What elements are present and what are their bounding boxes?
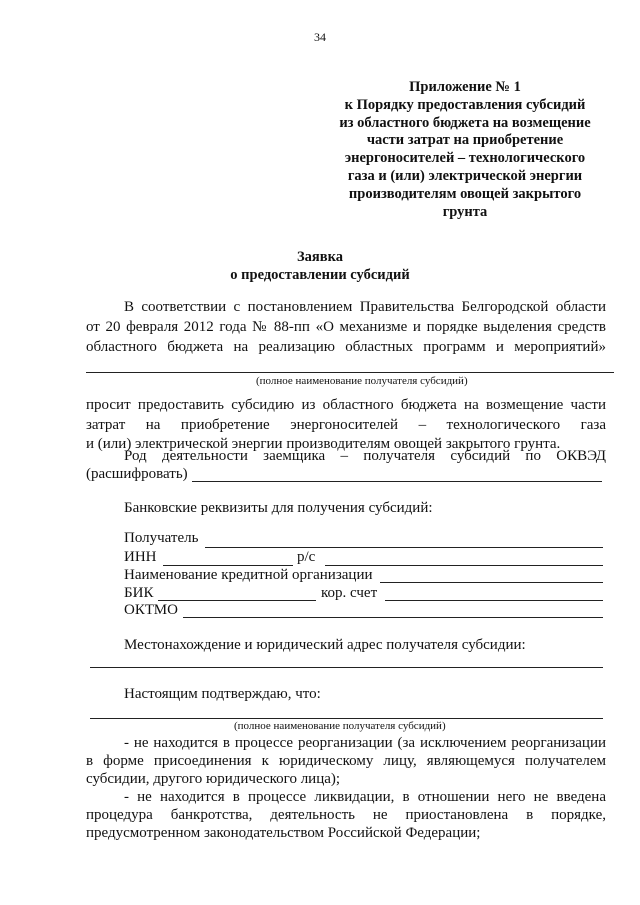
confirm-label: Настоящим подтверждаю, что: xyxy=(124,686,321,702)
account-field[interactable] xyxy=(325,565,603,566)
recipient-caption-2: (полное наименование получателя субсидий) xyxy=(234,720,446,732)
credit-org-label: Наименование кредитной организации xyxy=(124,567,373,583)
condition-line: субсидии, другого юридического лица); xyxy=(86,771,341,787)
recipient-caption: (полное наименование получателя субсидий) xyxy=(256,375,468,387)
location-field[interactable] xyxy=(90,667,603,668)
appendix-line: части затрат на приобретение xyxy=(366,132,564,149)
appendix-line: из областного бюджета на возмещение xyxy=(339,114,591,131)
recipient-name-field[interactable] xyxy=(86,372,614,373)
intro-line: В соответствии с постановлением Правительства Белгородской области xyxy=(124,299,606,315)
corr-account-label: кор. счет xyxy=(321,585,378,601)
condition-line: в форме присоединения к юридическому лицу, являющемуся получателем xyxy=(86,753,606,769)
account-label: р/с xyxy=(297,549,316,565)
condition-line: предусмотренном законодательством Российской Федерации; xyxy=(86,825,481,841)
appendix-line: грунта xyxy=(442,203,488,220)
credit-org-field[interactable] xyxy=(380,582,603,583)
okved-field[interactable] xyxy=(192,481,602,482)
request-line: и (или) электрической энергии производителям овощей закрытого грунта. xyxy=(86,436,561,452)
oktmo-label: ОКТМО xyxy=(124,602,178,618)
intro-line: от 20 февраля 2012 года № 88-пп «О механизме и порядке выделения средств xyxy=(86,319,606,335)
confirm-recipient-field[interactable] xyxy=(90,718,603,719)
intro-line: областного бюджета на реализацию областных программ и мероприятий» xyxy=(86,339,606,355)
condition-line: - не находится в процессе ликвидации, в отношении него не введена xyxy=(124,789,606,805)
appendix-line: производителям овощей закрытого xyxy=(348,185,582,202)
appendix-line: газа и (или) электрической энергии xyxy=(347,167,583,184)
document-subtitle: о предоставлении субсидий xyxy=(230,267,410,283)
recipient-label: Получатель xyxy=(124,530,199,546)
request-line: Род деятельности заемщика – получателя субсидий по ОКВЭД xyxy=(124,448,606,464)
condition-line: - не находится в процессе реорганизации (за исключением реорганизации xyxy=(124,735,606,751)
location-label: Местонахождение и юридический адрес получателя субсидии: xyxy=(124,637,526,653)
inn-label: ИНН xyxy=(124,549,157,565)
inn-field[interactable] xyxy=(163,565,293,566)
page-number: 34 xyxy=(314,30,326,44)
appendix-line: энергоносителей – технологического xyxy=(344,150,586,167)
recipient-field[interactable] xyxy=(205,547,603,548)
condition-line: процедура банкротства, деятельность не приостановлена в порядке, xyxy=(86,807,606,823)
appendix-header xyxy=(310,79,620,221)
oktmo-field[interactable] xyxy=(183,617,603,618)
request-line: (расшифровать) xyxy=(86,466,188,482)
appendix-line: к Порядку предоставления субсидий xyxy=(344,96,586,113)
request-line: просит предоставить субсидию из областного бюджета на возмещение части xyxy=(86,397,606,413)
corr-account-field[interactable] xyxy=(385,600,603,601)
appendix-line: Приложение № 1 xyxy=(409,79,521,95)
document-title: Заявка xyxy=(297,249,343,265)
request-line: затрат на приобретение энергоносителей – технологического газа xyxy=(86,417,606,433)
bik-label: БИК xyxy=(124,585,154,601)
bik-field[interactable] xyxy=(158,600,316,601)
bank-heading: Банковские реквизиты для получения субсидий: xyxy=(124,500,433,516)
